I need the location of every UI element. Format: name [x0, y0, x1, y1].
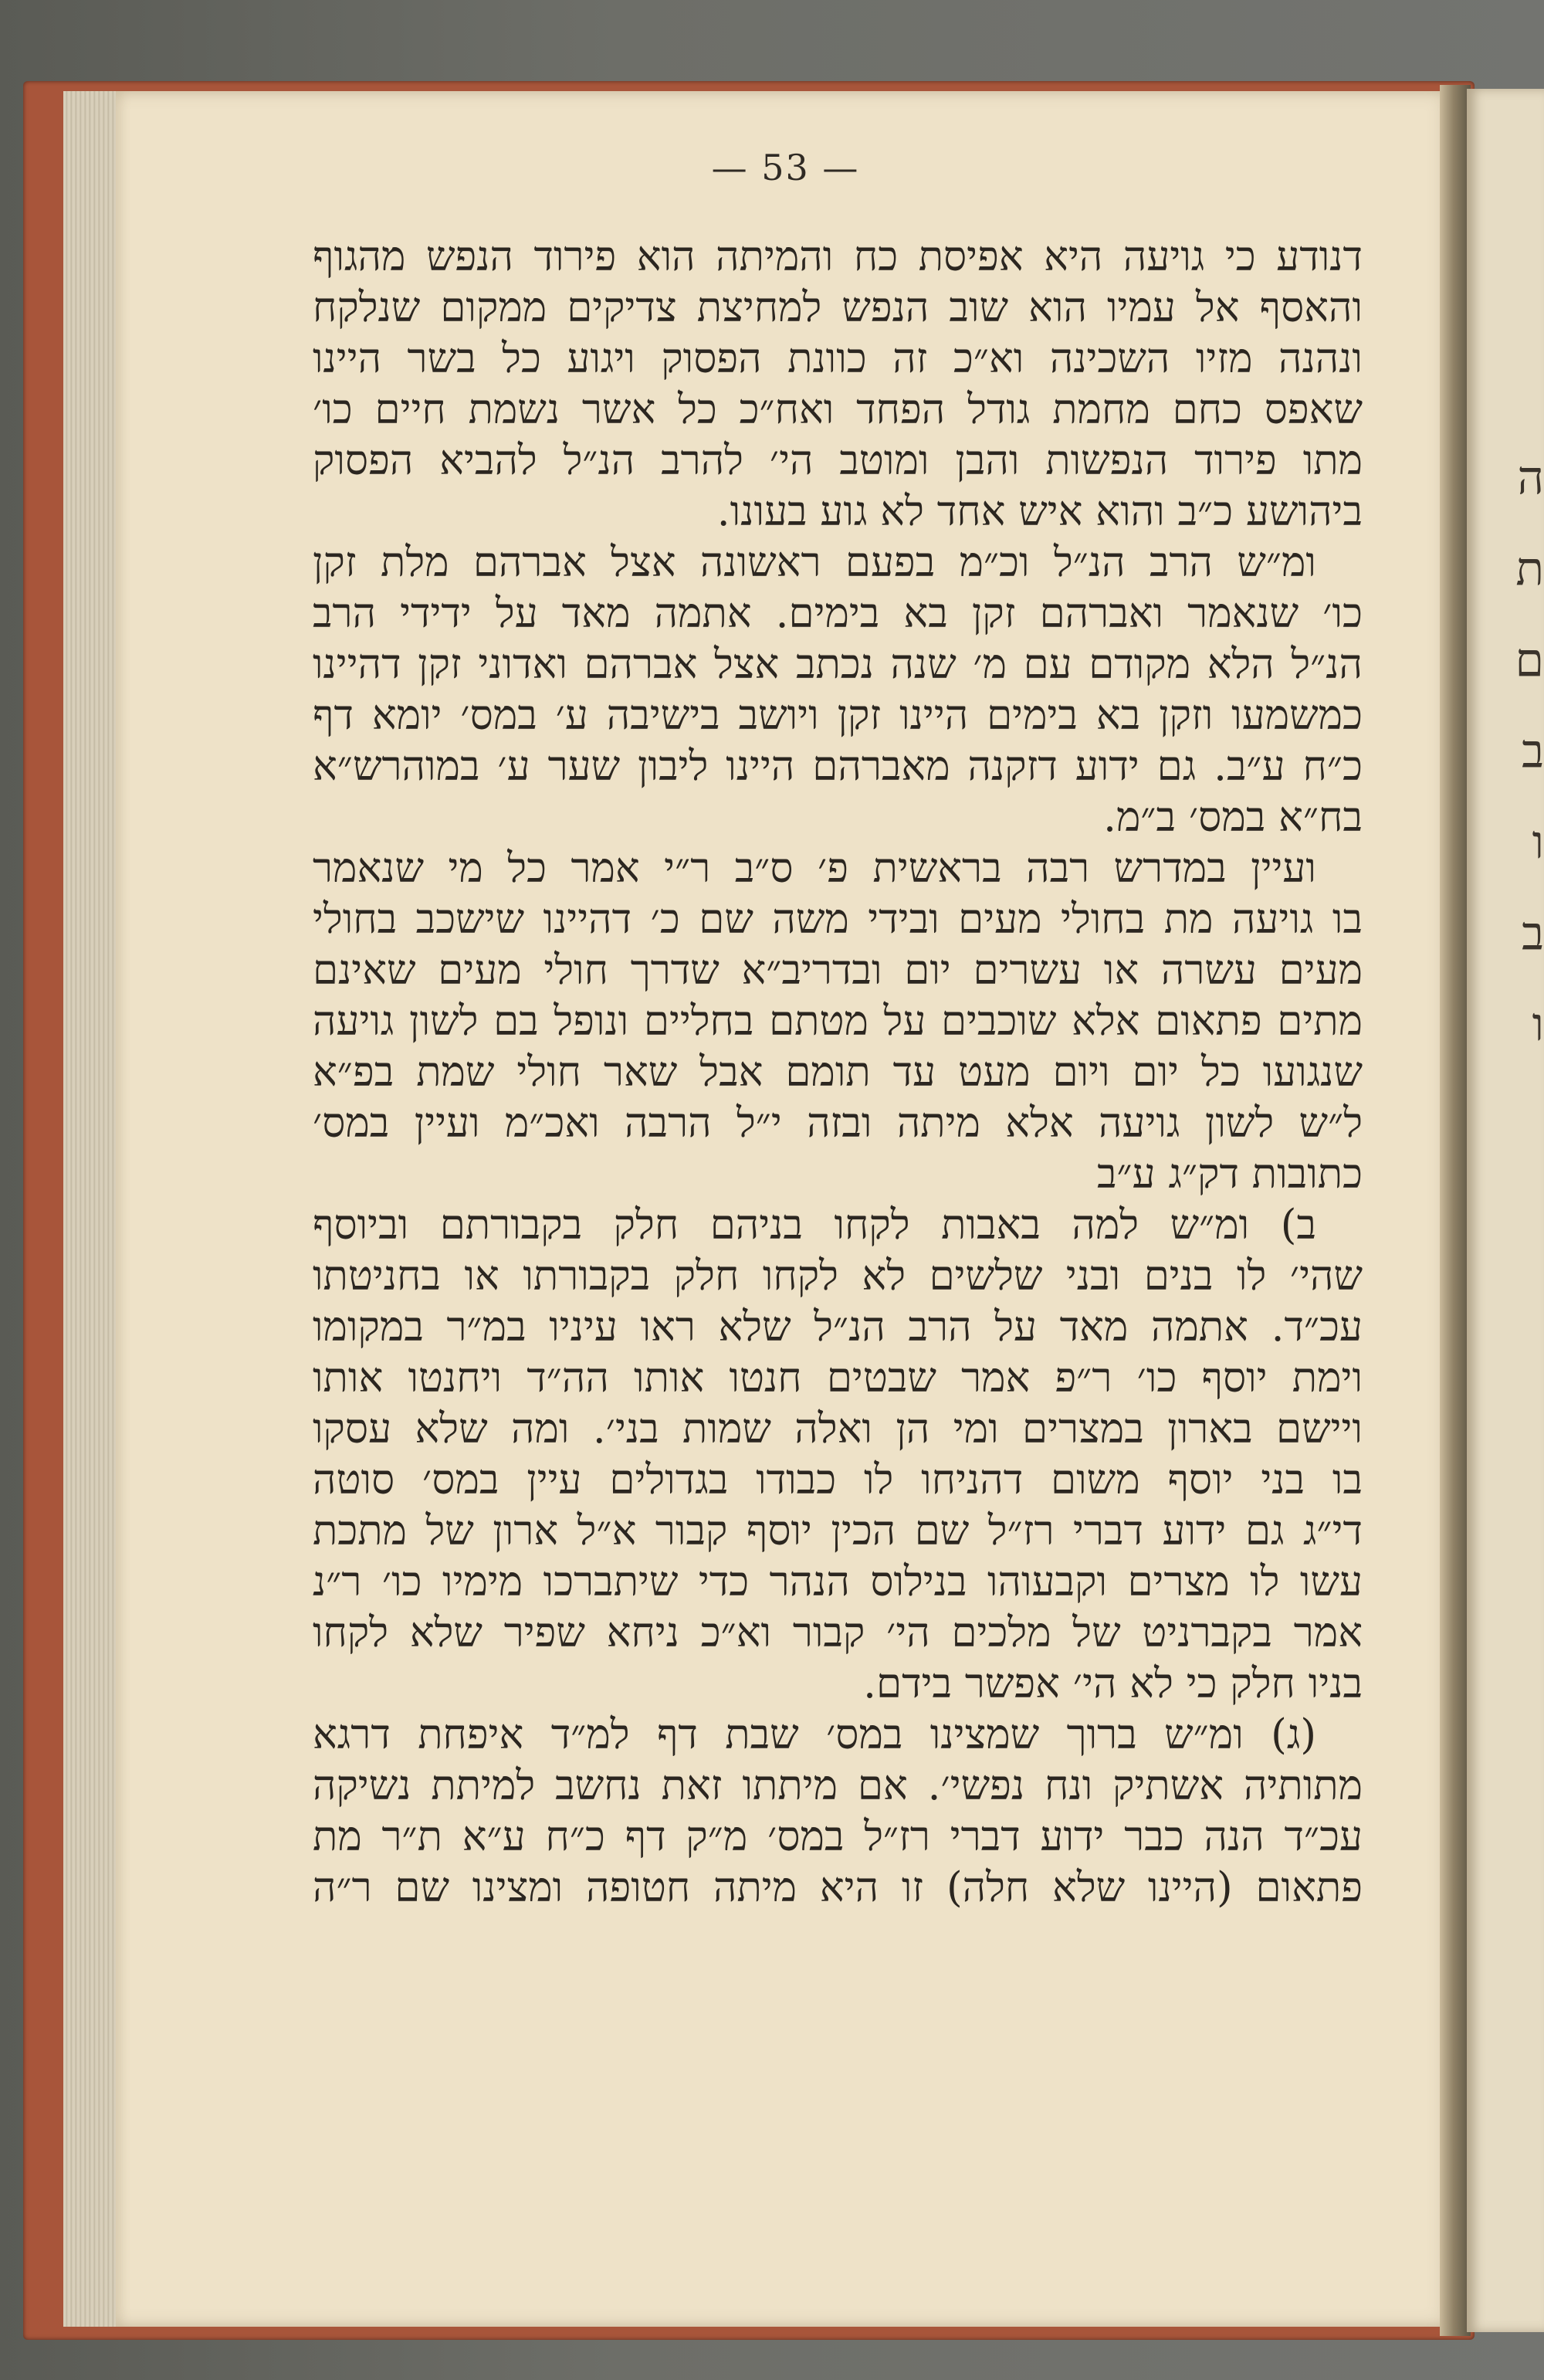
text-line: בו בני יוסף משום דהניחו לו כבודו בגדולים עיין במס׳ סוטה — [313, 1456, 1363, 1504]
text-line: מתו פירוד הנפשות והבן ומוטב הי׳ להרב הנ״ל להביא הפסוק — [313, 437, 1363, 484]
text-line: פתאום (היינו שלא חלה) זו היא מיתה חטופה ומצינו שם ר״ה — [313, 1864, 1363, 1911]
text-line: כ״ח ע״ב. גם ידוע דזקנה מאברהם היינו ליבון שער ע׳ במוהרש״א — [313, 743, 1363, 790]
facing-page-line: ו — [1532, 998, 1544, 1052]
text-line: ונהנה מזיו השכינה וא״כ זה כוונת הפסוק ויגוע כל בשר היינו — [313, 335, 1363, 382]
text-line: שהי׳ לו בנים ובני שלשים לא לקחו חלק בקבורתו או בחניטתו — [313, 1253, 1363, 1300]
page-edges — [63, 91, 121, 2327]
text-line: דנודע כי גויעה היא אפיסת כח והמיתה הוא פירוד הנפש מהגוף — [313, 233, 1363, 280]
text-line: מעים עשרה או עשרים יום ובדריב״א שדרך חולי מעים שאינם — [313, 947, 1363, 994]
text-line: שנגועו כל יום ויום מעט עד תומם אבל שאר חולי שמת בפ״א — [313, 1049, 1363, 1096]
text-line: ועיין במדרש רבה בראשית פ׳ ס״ב ר״י אמר כל מי שנאמר — [313, 845, 1316, 892]
page-number: — 53 — — [711, 147, 860, 188]
facing-page-line: ו — [1532, 815, 1544, 870]
text-line: עכ״ד. אתמה מאד על הרב הנ״ל שלא ראו עיניו במ״ר במקומו — [313, 1304, 1363, 1351]
text-line: (ג) ומ״ש ברוך שמצינו במס׳ שבת דף למ״ד איפחת דרגא — [313, 1711, 1316, 1758]
facing-page-text — [1502, 432, 1544, 1070]
text-line: ומ״ש הרב הנ״ל וכ״מ בפעם ראשונה אצל אברהם מלת זקן — [313, 539, 1316, 586]
body-text — [313, 232, 1363, 1914]
text-line: ויישם בארון במצרים ומי הן ואלה שמות בני׳. ומה שלא עסקו — [313, 1405, 1363, 1453]
text-line: ב) ומ״ש למה באבות לקחו בניהם חלק בקבורתם וביוסף — [313, 1202, 1316, 1249]
facing-page-line: ה — [1517, 451, 1544, 505]
text-line: ביהושע כ״ב והוא איש אחד לא גוע בעונו. — [716, 488, 1363, 535]
facing-page-line: ם — [1515, 633, 1544, 687]
text-line: הנ״ל הלא מקודם עם מ׳ שנה נכתב אצל אברהם ואדוני זקן דהיינו — [313, 641, 1363, 688]
text-line: מתים פתאום אלא שוכבים על מטתם בחליים ונופל בם לשון גויעה — [313, 998, 1363, 1045]
book-gutter — [1440, 85, 1471, 2336]
facing-page-line: ב — [1522, 724, 1544, 778]
text-line: מתותיה אשתיק ונח נפשי׳. אם מיתתו זאת נחשב למיתת נשיקה — [313, 1762, 1363, 1809]
text-line: בו גויעה מת בחולי מעים ובידי משה שם כ׳ דהיינו שישכב בחולי — [313, 896, 1363, 943]
text-line: עכ״ד הנה כבר ידוע דברי רז״ל במס׳ מ״ק דף כ״ח ע״א ת״ר מת — [313, 1813, 1363, 1860]
text-line: די״ג גם ידוע דברי רז״ל שם הכין יוסף קבור א״ל ארון של מתכת — [313, 1507, 1363, 1554]
facing-page-line: ת — [1515, 542, 1544, 596]
text-line: וימת יוסף כו׳ ר״פ אמר שבטים חנטו אותו הה״ד ויחנטו אותו — [313, 1354, 1363, 1402]
text-line: שאפס כחם מחמת גודל הפחד ואח״כ כל אשר נשמת חיים כו׳ — [313, 386, 1363, 433]
text-line: ל״ש לשון גויעה אלא מיתה ובזה י״ל הרבה ואכ״מ ועיין במס׳ — [313, 1100, 1363, 1147]
facing-page-line: ב — [1522, 907, 1544, 961]
text-line: בח״א במס׳ ב״מ. — [1103, 794, 1363, 841]
text-line: עשו לו מצרים וקבעוהו בנילוס הנהר כדי שיתברכו מימיו כו׳ ר״נ — [313, 1558, 1363, 1605]
text-line: כו׳ שנאמר ואברהם זקן בא בימים. אתמה מאד על ידידי הרב — [313, 590, 1363, 637]
text-line: כתובות דק״ג ע״ב — [1096, 1151, 1363, 1198]
text-line: כמשמעו וזקן בא בימים היינו זקן ויושב בישיבה ע׳ במס׳ יומא דף — [313, 692, 1363, 739]
text-line: אמר בקברניט של מלכים הי׳ קבור וא״כ ניחא שפיר שלא לקחו — [313, 1609, 1363, 1656]
facing-page — [1467, 89, 1544, 2332]
text-line: והאסף אל עמיו הוא שוב הנפש למחיצת צדיקים ממקום שנלקח — [313, 284, 1363, 331]
text-line: בניו חלק כי לא הי׳ אפשר בידם. — [863, 1660, 1363, 1707]
